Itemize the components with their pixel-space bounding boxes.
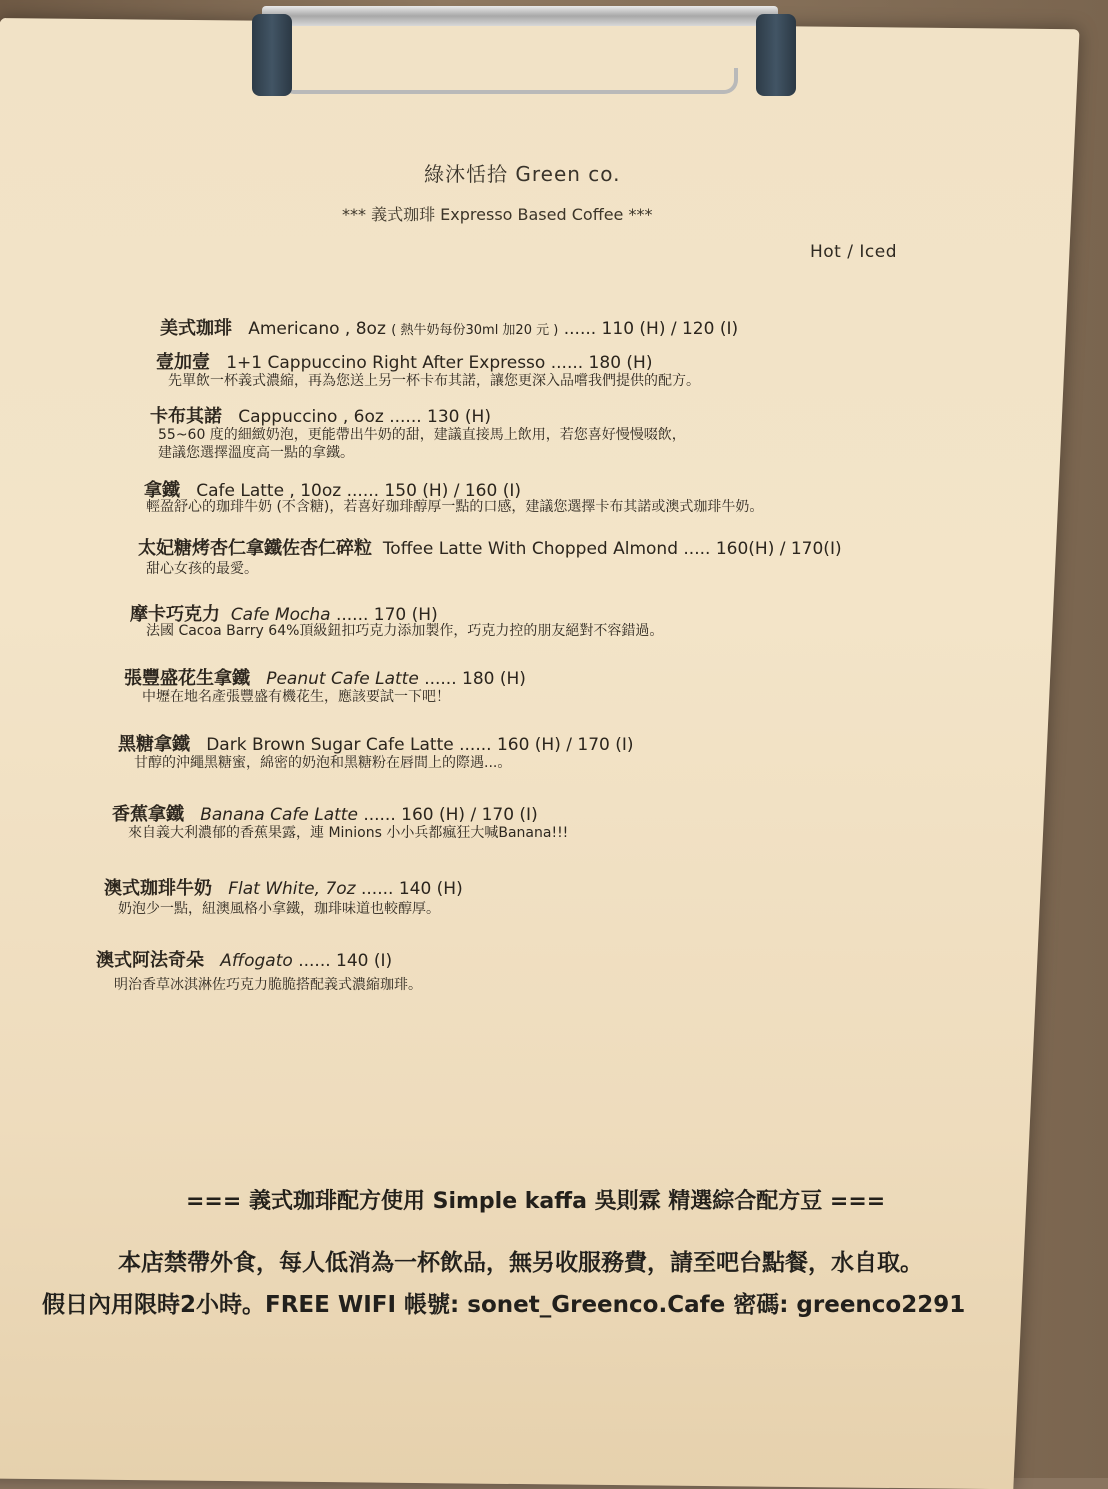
- item-name-zh: 拿鐵: [144, 480, 180, 501]
- item-description: 甘醇的沖繩黑糖蜜，綿密的奶泡和黑糖粉在唇間上的際遇...。: [134, 755, 512, 771]
- hot-iced-header: Hot / Iced: [810, 242, 897, 262]
- section-subtitle: *** 義式珈琲 Expresso Based Coffee ***: [342, 205, 653, 224]
- item-name-zh: 香蕉拿鐵: [112, 804, 184, 825]
- item-name-zh: 太妃糖烤杏仁拿鐵佐杏仁碎粒: [138, 538, 372, 559]
- item-name-en: Flat White, 7oz: [228, 879, 356, 899]
- item-description: 法國 Cacoa Barry 64%頂級鈕扣巧克力添加製作，巧克力控的朋友絕對不容錯過。: [146, 623, 664, 639]
- item-name-en: Peanut Cafe Latte: [266, 669, 419, 689]
- menu-item: [138, 534, 842, 560]
- item-name-zh: 卡布其諾: [150, 406, 222, 427]
- item-name-en: Cafe Latte , 10oz: [196, 481, 342, 501]
- item-name-en: Cafe Mocha: [230, 605, 331, 625]
- item-name-zh: 黑糖拿鐵: [118, 734, 190, 755]
- item-price: ...... 110 (H) / 120 (I): [563, 319, 739, 339]
- item-description: 55~60 度的細緻奶泡，更能帶出牛奶的甜，建議直接馬上飲用，若您喜好慢慢啜飲，: [158, 427, 686, 443]
- item-name-zh: 壹加壹: [156, 352, 210, 373]
- item-price: ...... 160 (H) / 170 (I): [459, 735, 634, 755]
- item-description: 甜心女孩的最愛。: [146, 561, 258, 577]
- item-description: 輕盈舒心的珈琲牛奶 (不含糖)，若喜好珈琲醇厚一點的口感，建議您選擇卡布其諾或澳式珈琲牛奶。: [146, 499, 764, 515]
- item-price: ...... 140 (H): [361, 879, 463, 899]
- clipboard-clip-right-hinge: [756, 14, 796, 96]
- item-note: ( 熱牛奶每份30ml 加20 元 ): [391, 323, 559, 338]
- beans-note: === 義式珈琲配方使用 Simple kaffa 吳則霖 精選綜合配方豆 ===: [186, 1189, 886, 1214]
- item-name-zh: 摩卡巧克力: [130, 604, 220, 625]
- item-name-zh: 澳式珈琲牛奶: [104, 878, 212, 899]
- menu-title: 綠沐恬拾 Green co.: [424, 162, 621, 186]
- item-description: 先單飲一杯義式濃縮，再為您送上另一杯卡布其諾，讓您更深入品嚐我們提供的配方。: [168, 373, 700, 389]
- item-name-zh: 澳式阿法奇朵: [96, 950, 204, 971]
- item-description: 建議您選擇溫度高一點的拿鐵。: [158, 445, 354, 461]
- clipboard-clip-wire: [280, 68, 738, 94]
- item-price: ...... 150 (H) / 160 (I): [346, 481, 522, 501]
- item-name-zh: 美式珈琲: [160, 318, 232, 339]
- house-rules: 本店禁帶外食，每人低消為一杯飲品，無另收服務費，請至吧台點餐，水自取。: [118, 1250, 923, 1276]
- item-price: ...... 130 (H): [389, 407, 491, 427]
- menu-item: [96, 946, 392, 972]
- item-name-en: 1+1 Cappuccino Right After Expresso: [226, 353, 546, 373]
- item-name-en: Americano , 8oz: [248, 319, 386, 339]
- item-name-en: Dark Brown Sugar Cafe Latte: [206, 735, 454, 755]
- item-name-en: Cappuccino , 6oz: [238, 407, 384, 427]
- item-name-en: Banana Cafe Latte: [200, 805, 358, 825]
- clipboard-clip-left-hinge: [252, 14, 292, 96]
- menu-item: [104, 874, 463, 900]
- item-price: ..... 160(H) / 170(I): [683, 539, 842, 559]
- item-description: 奶泡少一點，紐澳風格小拿鐵，珈琲味道也較醇厚。: [118, 901, 440, 917]
- item-description: 明治香草冰淇淋佐巧克力脆脆搭配義式濃縮珈琲。: [114, 977, 422, 993]
- wifi-info: 假日內用限時2小時。FREE WIFI 帳號: sonet_Greenco.Cafe 密碼: greenco2291: [42, 1292, 966, 1318]
- menu-item: [160, 314, 738, 340]
- item-description: 來自義大利濃郁的香蕉果露，連 Minions 小小兵都瘋狂大喊Banana!!!: [128, 825, 569, 841]
- item-name-en: Toffee Latte With Chopped Almond: [382, 539, 678, 559]
- item-price: ...... 180 (H): [424, 669, 526, 689]
- item-name-en: Affogato: [220, 951, 293, 971]
- item-price: ...... 180 (H): [550, 353, 653, 373]
- item-price: ...... 140 (I): [298, 951, 393, 971]
- item-price: ...... 170 (H): [335, 605, 438, 625]
- item-name-zh: 張豐盛花生拿鐵: [124, 668, 250, 689]
- clipboard-clip-bar: [262, 6, 778, 26]
- item-description: 中壢在地名產張豐盛有機花生，應該要試一下吧！: [142, 689, 450, 705]
- item-price: ...... 160 (H) / 170 (I): [363, 805, 538, 825]
